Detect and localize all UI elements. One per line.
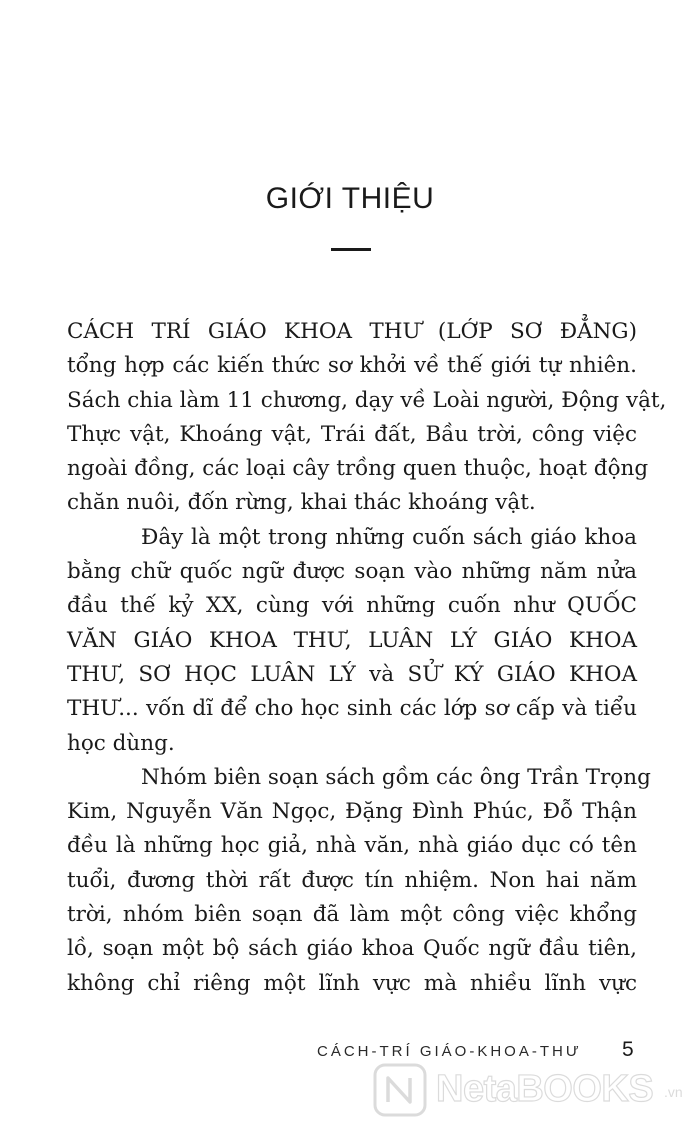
text-line: THƯ, SƠ HỌC LUÂN LÝ và SỬ KÝ GIÁO KHOA bbox=[67, 661, 637, 687]
text-line: trời, nhóm biên soạn đã làm một công việc khổng bbox=[67, 902, 637, 928]
text-line: THƯ... vốn dĩ để cho học sinh các lớp sơ cấp và tiểu bbox=[67, 696, 637, 722]
text-line: tổng hợp các kiến thức sơ khởi về thế giới tự nhiên. bbox=[67, 353, 637, 379]
text-line: học dùng. bbox=[67, 730, 175, 756]
text-line: Nhóm biên soạn sách gồm các ông Trần Trọng bbox=[141, 764, 651, 790]
heading-rule bbox=[331, 248, 371, 251]
running-footer-title: CÁCH-TRÍ GIÁO-KHOA-THƯ bbox=[317, 1043, 582, 1060]
paragraph-2 bbox=[67, 521, 637, 761]
text-line: ngoài đồng, các loại cây trồng quen thuộc, hoạt động bbox=[67, 456, 649, 482]
text-line: không chỉ riêng một lĩnh vực mà nhiều lĩnh vực bbox=[67, 970, 637, 996]
publisher-watermark bbox=[372, 1060, 692, 1120]
text-line: đều là những học giả, nhà văn, nhà giáo dục có tên bbox=[67, 833, 637, 859]
paragraph-3 bbox=[67, 761, 651, 1001]
text-line: chăn nuôi, đốn rừng, khai thác khoáng vật. bbox=[67, 490, 536, 516]
text-line: Đây là một trong những cuốn sách giáo khoa bbox=[141, 524, 637, 550]
text-line: Thực vật, Khoáng vật, Trái đất, Bầu trời, công việc bbox=[67, 421, 637, 447]
watermark-text: NetaBOOKS bbox=[436, 1068, 654, 1110]
text-line: lồ, soạn một bộ sách giáo khoa Quốc ngữ đầu tiên, bbox=[67, 936, 637, 962]
body-text bbox=[67, 315, 667, 1001]
paragraph-1 bbox=[67, 315, 667, 521]
text-line: Sách chia làm 11 chương, dạy về Loài người, Động vật, bbox=[67, 387, 667, 413]
text-line: tuổi, đương thời rất được tín nhiệm. Non hai năm bbox=[67, 867, 637, 893]
text-line: Kim, Nguyễn Văn Ngọc, Đặng Đình Phúc, Đỗ Thận bbox=[67, 799, 637, 825]
page-number: 5 bbox=[622, 1038, 634, 1061]
text-line: đầu thế kỷ XX, cùng với những cuốn như QUỐC bbox=[67, 593, 637, 619]
text-line: VĂN GIÁO KHOA THƯ, LUÂN LÝ GIÁO KHOA bbox=[67, 627, 637, 653]
netabooks-logo-icon bbox=[372, 1062, 432, 1118]
text-line: bằng chữ quốc ngữ được soạn vào những năm nửa bbox=[67, 559, 637, 585]
chapter-heading: GIỚI THIỆU bbox=[265, 182, 435, 215]
watermark-suffix: .vn bbox=[664, 1084, 683, 1100]
text-line: CÁCH TRÍ GIÁO KHOA THƯ (LỚP SƠ ĐẲNG) bbox=[67, 319, 637, 344]
